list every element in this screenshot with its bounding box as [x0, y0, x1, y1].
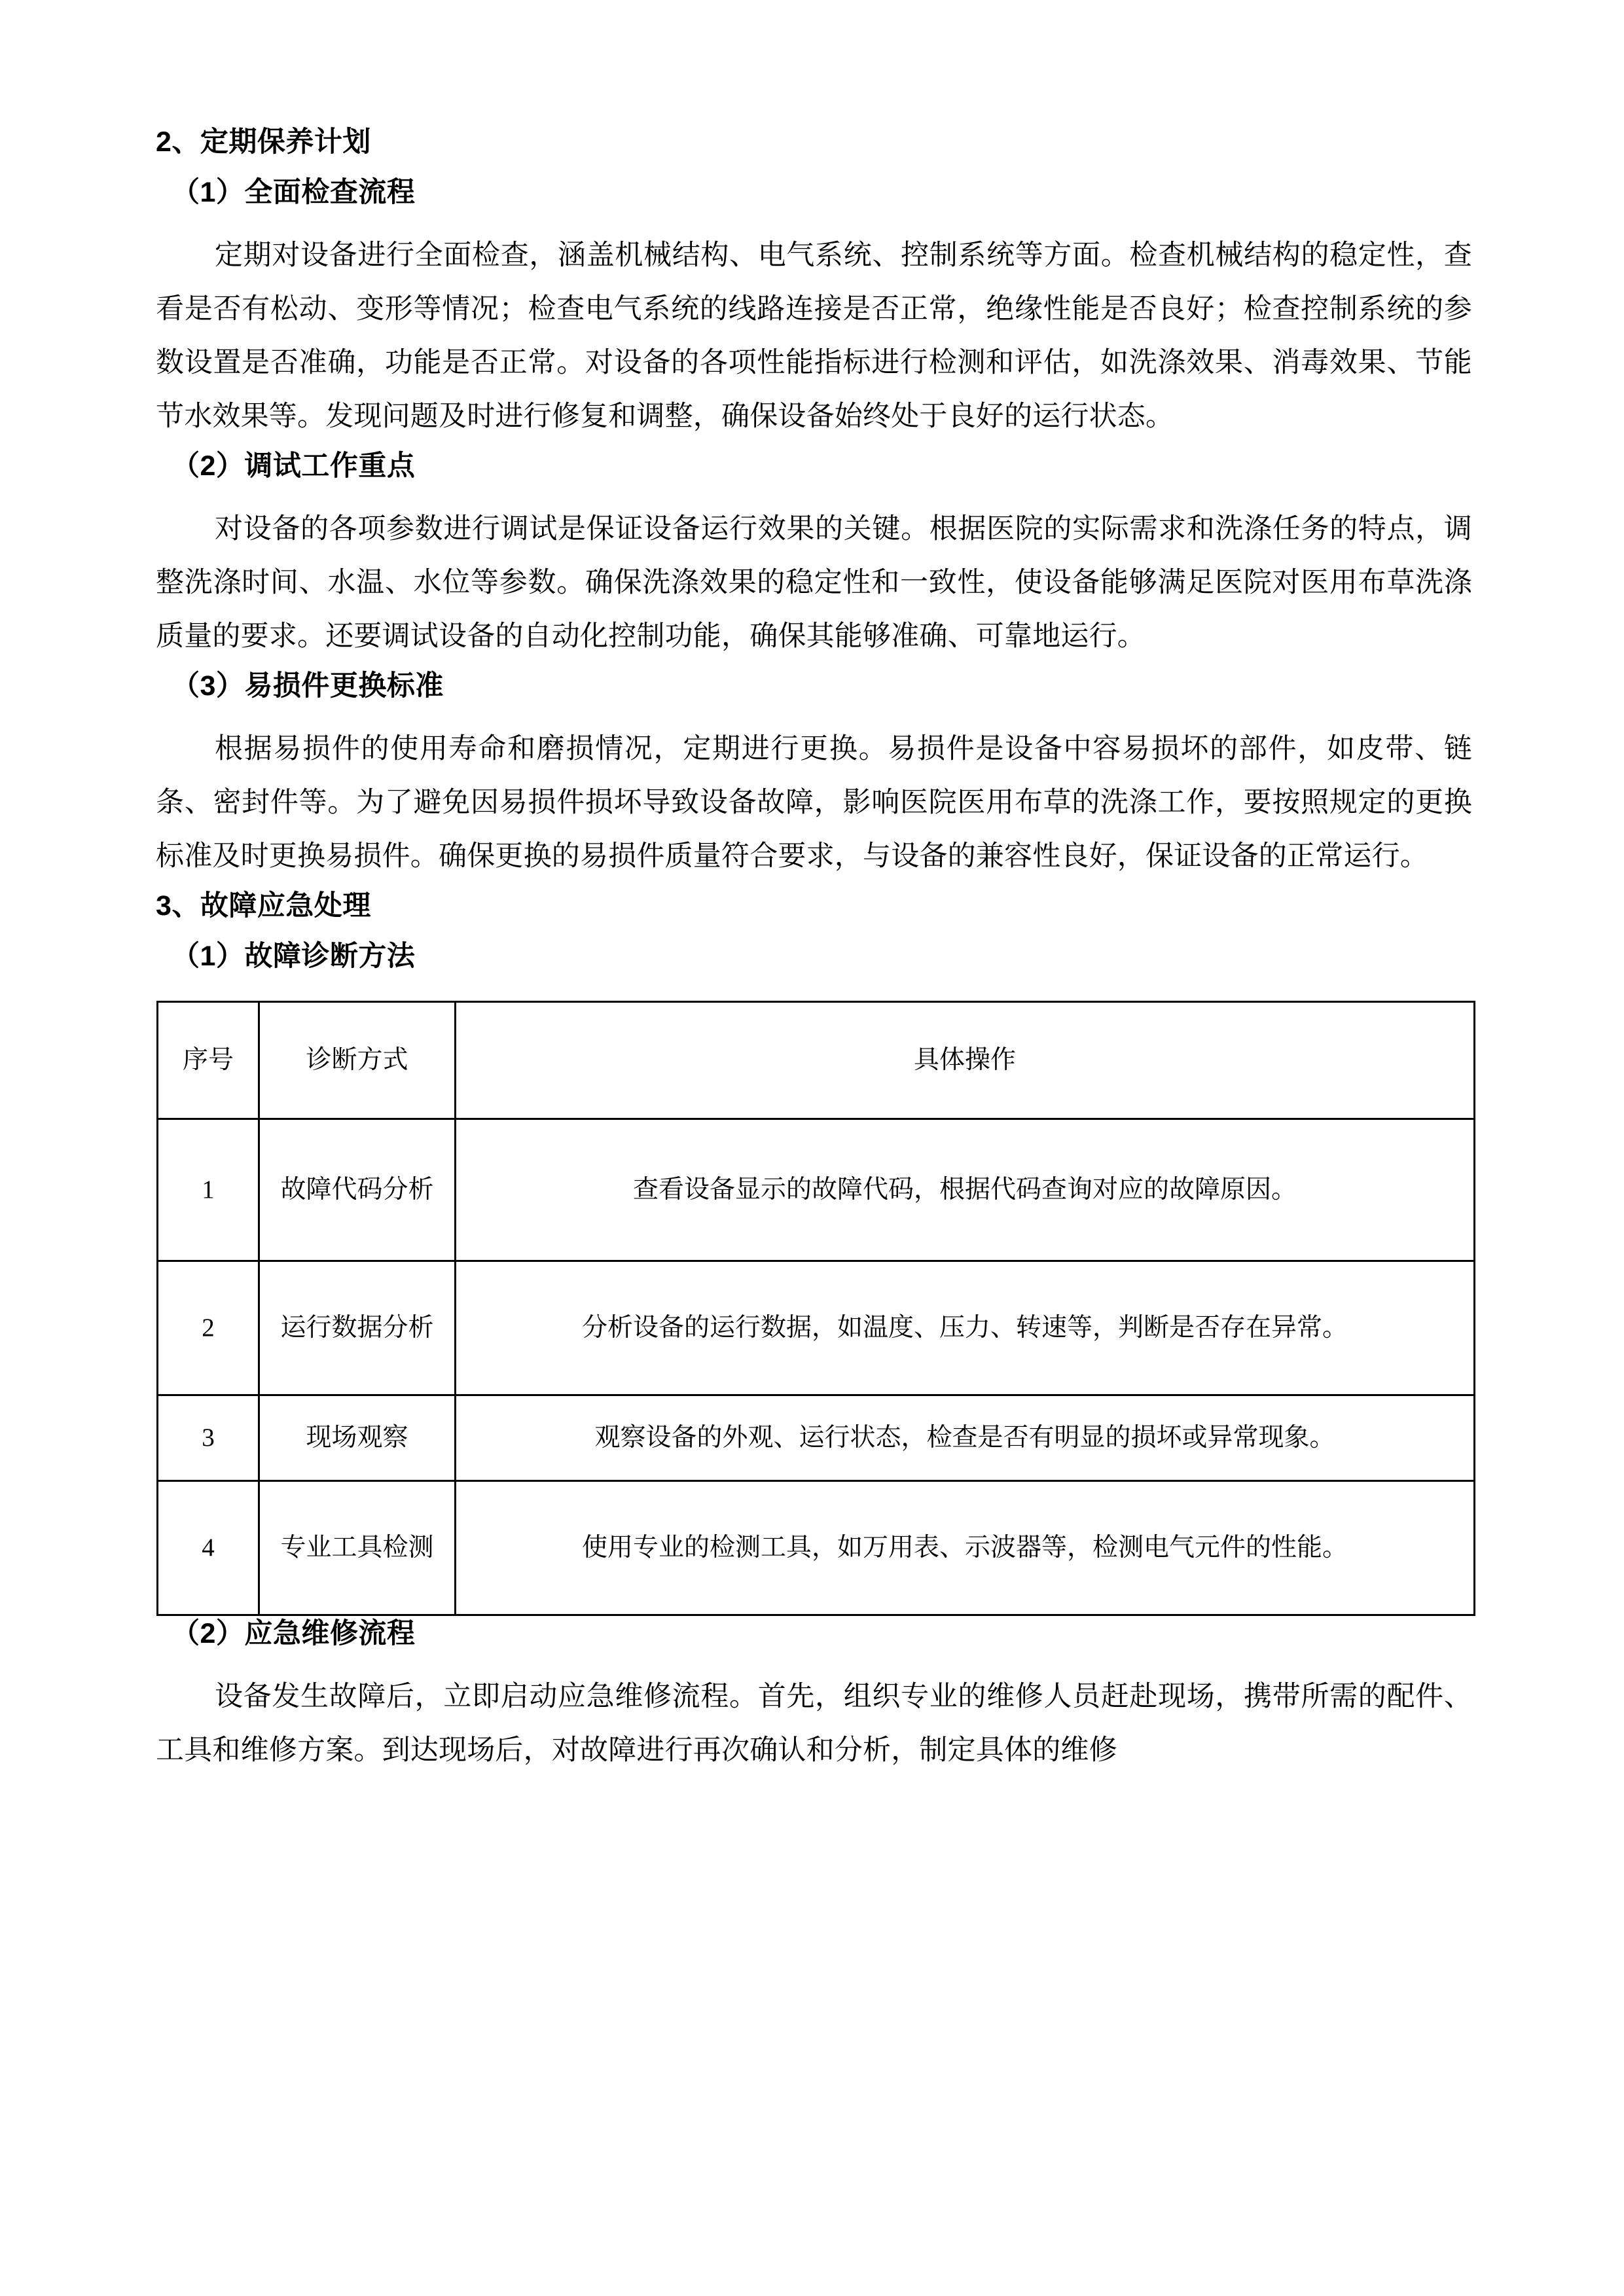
table-cell-no: 2 — [158, 1261, 259, 1395]
table-cell-operation: 查看设备显示的故障代码，根据代码查询对应的故障原因。 — [456, 1119, 1475, 1261]
heading-2-2: （2）调试工作重点 — [171, 450, 416, 482]
table-header-way: 诊断方式 — [259, 1002, 456, 1119]
paragraph-3-2: 设备发生故障后，立即启动应急维修流程。首先，组织专业的维修人员赶赴现场，携带所需的配件、工具和维修方案。到达现场后，对故障进行再次确认和分析，制定具体的维修 — [156, 1681, 1472, 1766]
heading-section-3: 3、故障应急处理 — [156, 890, 371, 922]
heading-2-1: （1）全面检查流程 — [171, 177, 416, 208]
table-cell-no: 1 — [158, 1119, 259, 1261]
table-header-no: 序号 — [158, 1002, 259, 1119]
table-row — [158, 1481, 1475, 1615]
table-cell-way: 现场观察 — [259, 1395, 456, 1481]
table-cell-operation: 观察设备的外观、运行状态，检查是否有明显的损坏或异常现象。 — [456, 1395, 1475, 1481]
paragraph-2-2: 对设备的各项参数进行调试是保证设备运行效果的关键。根据医院的实际需求和洗涤任务的特点，调整洗涤时间、水温、水位等参数。确保洗涤效果的稳定性和一致性，使设备能够满足医院对医用布草洗涤质量的要求。还要调试设备的自动化控制功能，确保其能够准确、可靠地运行。 — [156, 514, 1472, 652]
heading-3-1: （1）故障诊断方法 — [171, 941, 416, 972]
diagnosis-table — [156, 1001, 1475, 1616]
table-row — [158, 1119, 1475, 1261]
table-cell-way: 故障代码分析 — [259, 1119, 456, 1261]
table-cell-operation: 分析设备的运行数据，如温度、压力、转速等，判断是否存在异常。 — [456, 1261, 1475, 1395]
heading-2-3: （3）易损件更换标准 — [171, 670, 444, 702]
paragraph-2-1: 定期对设备进行全面检查，涵盖机械结构、电气系统、控制系统等方面。检查机械结构的稳定性，查看是否有松动、变形等情况；检查电气系统的线路连接是否正常，绝缘性能是否良好；检查控制系统的参数设置是否准确，功能是否正常。对设备的各项性能指标进行检测和评估，如洗涤效果、消毒效果、节能节水效果等。发现问题及时进行修复和调整，确保设备始终处于良好的运行状态。 — [156, 240, 1472, 432]
table-cell-no: 3 — [158, 1395, 259, 1481]
table-cell-no: 4 — [158, 1481, 259, 1615]
table-row — [158, 1395, 1475, 1481]
paragraph-2-3: 根据易损件的使用寿命和磨损情况，定期进行更换。易损件是设备中容易损坏的部件，如皮带、链条、密封件等。为了避免因易损件损坏导致设备故障，影响医院医用布草的洗涤工作，要按照规定的更换标准及时更换易损件。确保更换的易损件质量符合要求，与设备的兼容性良好，保证设备的正常运行。 — [156, 734, 1472, 872]
heading-section-2: 2、定期保养计划 — [156, 126, 371, 158]
table-header-operation: 具体操作 — [456, 1002, 1475, 1119]
diagnosis-table-wrapper — [156, 993, 1472, 1616]
heading-3-2: （2）应急维修流程 — [171, 1618, 416, 1649]
table-cell-way: 专业工具检测 — [259, 1481, 456, 1615]
table-cell-operation: 使用专业的检测工具，如万用表、示波器等，检测电气元件的性能。 — [456, 1481, 1475, 1615]
table-cell-way: 运行数据分析 — [259, 1261, 456, 1395]
table-header-row — [158, 1002, 1475, 1119]
table-row — [158, 1261, 1475, 1395]
